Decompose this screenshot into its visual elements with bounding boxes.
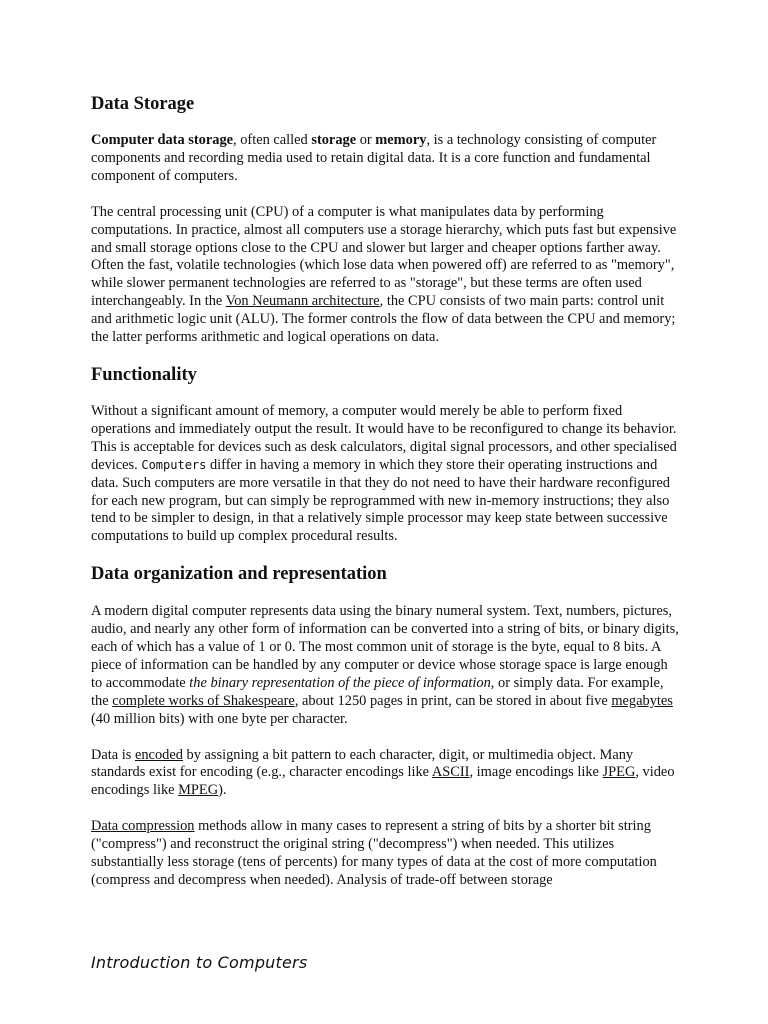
link-complete-works-of-shakespeare[interactable]: complete works of Shakespeare [112, 692, 295, 709]
paragraph-cpu [91, 204, 681, 347]
text-run: , video encodings like [91, 764, 675, 799]
link-megabytes[interactable]: megabytes [611, 692, 673, 709]
heading-data-organization: Data organization and representation [91, 564, 387, 585]
paragraph-functionality [91, 403, 681, 546]
paragraph-encoding [91, 747, 681, 801]
page-footer: Introduction to Computers [91, 953, 308, 972]
text-run: ). [218, 782, 227, 799]
heading-functionality: Functionality [91, 364, 197, 385]
term-computer-data-storage: Computer data storage [91, 132, 234, 148]
text-run: or [356, 132, 376, 148]
term-memory: memory [375, 132, 427, 148]
text-run: , often called [233, 132, 312, 148]
text-run: methods allow in many cases to represent a string of bits by a shorter bit string ("compress") and reconstruct the original string ("decompress") when needed. This utilizes substantially less storage (tens of percents) for many types of data at the cost of more computation (compress and decompress when needed). Analysis of trade-off between storage [91, 818, 657, 888]
paragraph-compression [91, 818, 681, 890]
link-data-compression[interactable]: Data compression [91, 818, 195, 835]
text-run: , or simply data. For example, the [91, 674, 664, 709]
heading-data-storage: Data Storage [91, 94, 195, 114]
link-ascii[interactable]: ASCII [431, 764, 470, 781]
text-run: , is a technology consisting of computer components and recording media used to retain digital data. It is a core function and fundamental component of computers. [91, 132, 657, 184]
term-computers: Computers [141, 457, 207, 472]
link-encoded[interactable]: encoded [134, 746, 183, 763]
text-run: , about 1250 pages in print, can be stored in about five [294, 692, 612, 709]
link-mpeg[interactable]: MPEG [178, 782, 219, 799]
paragraph-binary [91, 603, 681, 728]
document-body [91, 92, 681, 890]
term-storage: storage [311, 132, 357, 148]
text-run: , image encodings like [469, 764, 603, 781]
link-jpeg[interactable]: JPEG [602, 764, 636, 781]
link-von-neumann-architecture[interactable]: Von Neumann architecture [225, 293, 380, 310]
emphasis-binary-representation: the binary representation of the piece of information [189, 674, 491, 691]
text-run: Data is [91, 746, 135, 763]
paragraph-intro [91, 132, 681, 186]
text-run: differ in having a memory in which they store their operating instructions and data. Such computers are more versatile in that they do not need to have their hardware reconfigured for each new program, but can simply be reprogrammed with new in-memory instructions; they also tend to be simpler to design, in that a relatively simple processor may keep state between successive computations to build up complex procedural results. [91, 456, 670, 545]
text-run: The central processing unit (CPU) of a computer is what manipulates data by performing computations. In practice, almost all computers use a storage hierarchy, which puts fast but expensive and small storage options close to the CPU and slower but larger and cheaper options farther away. Often the fast, volatile technologies (which lose data when powered off) are referred to as "memory", while slower permanent technologies are referred to as "storage", but these terms are often used interchangeably. In the [91, 203, 677, 310]
text-run: (40 million bits) with one byte per character. [91, 710, 348, 727]
text-run: by assigning a bit pattern to each character, digit, or multimedia object. Many standards exist for encoding (e.g., character encodings like [91, 746, 634, 781]
text-run: , the CPU consists of two main parts: control unit and arithmetic logic unit (ALU). The former controls the flow of data between the CPU and memory; the latter performs arithmetic and logical operations on data. [91, 293, 676, 346]
text-run: Without a significant amount of memory, a computer would merely be able to perform fixed operations and immediately output the result. It would have to be reconfigured to change its behavior. This is acceptable for devices such as desk calculators, digital signal processors, and other specialised devices. [91, 402, 677, 473]
text-run: A modern digital computer represents data using the binary numeral system. Text, numbers, pictures, audio, and nearly any other form of information can be converted into a string of bits, or binary digits, each of which has a value of 1 or 0. The most common unit of storage is the byte, equal to 8 bits. A piece of information can be handled by any computer or device whose storage space is large enough to accommodate [91, 603, 679, 691]
